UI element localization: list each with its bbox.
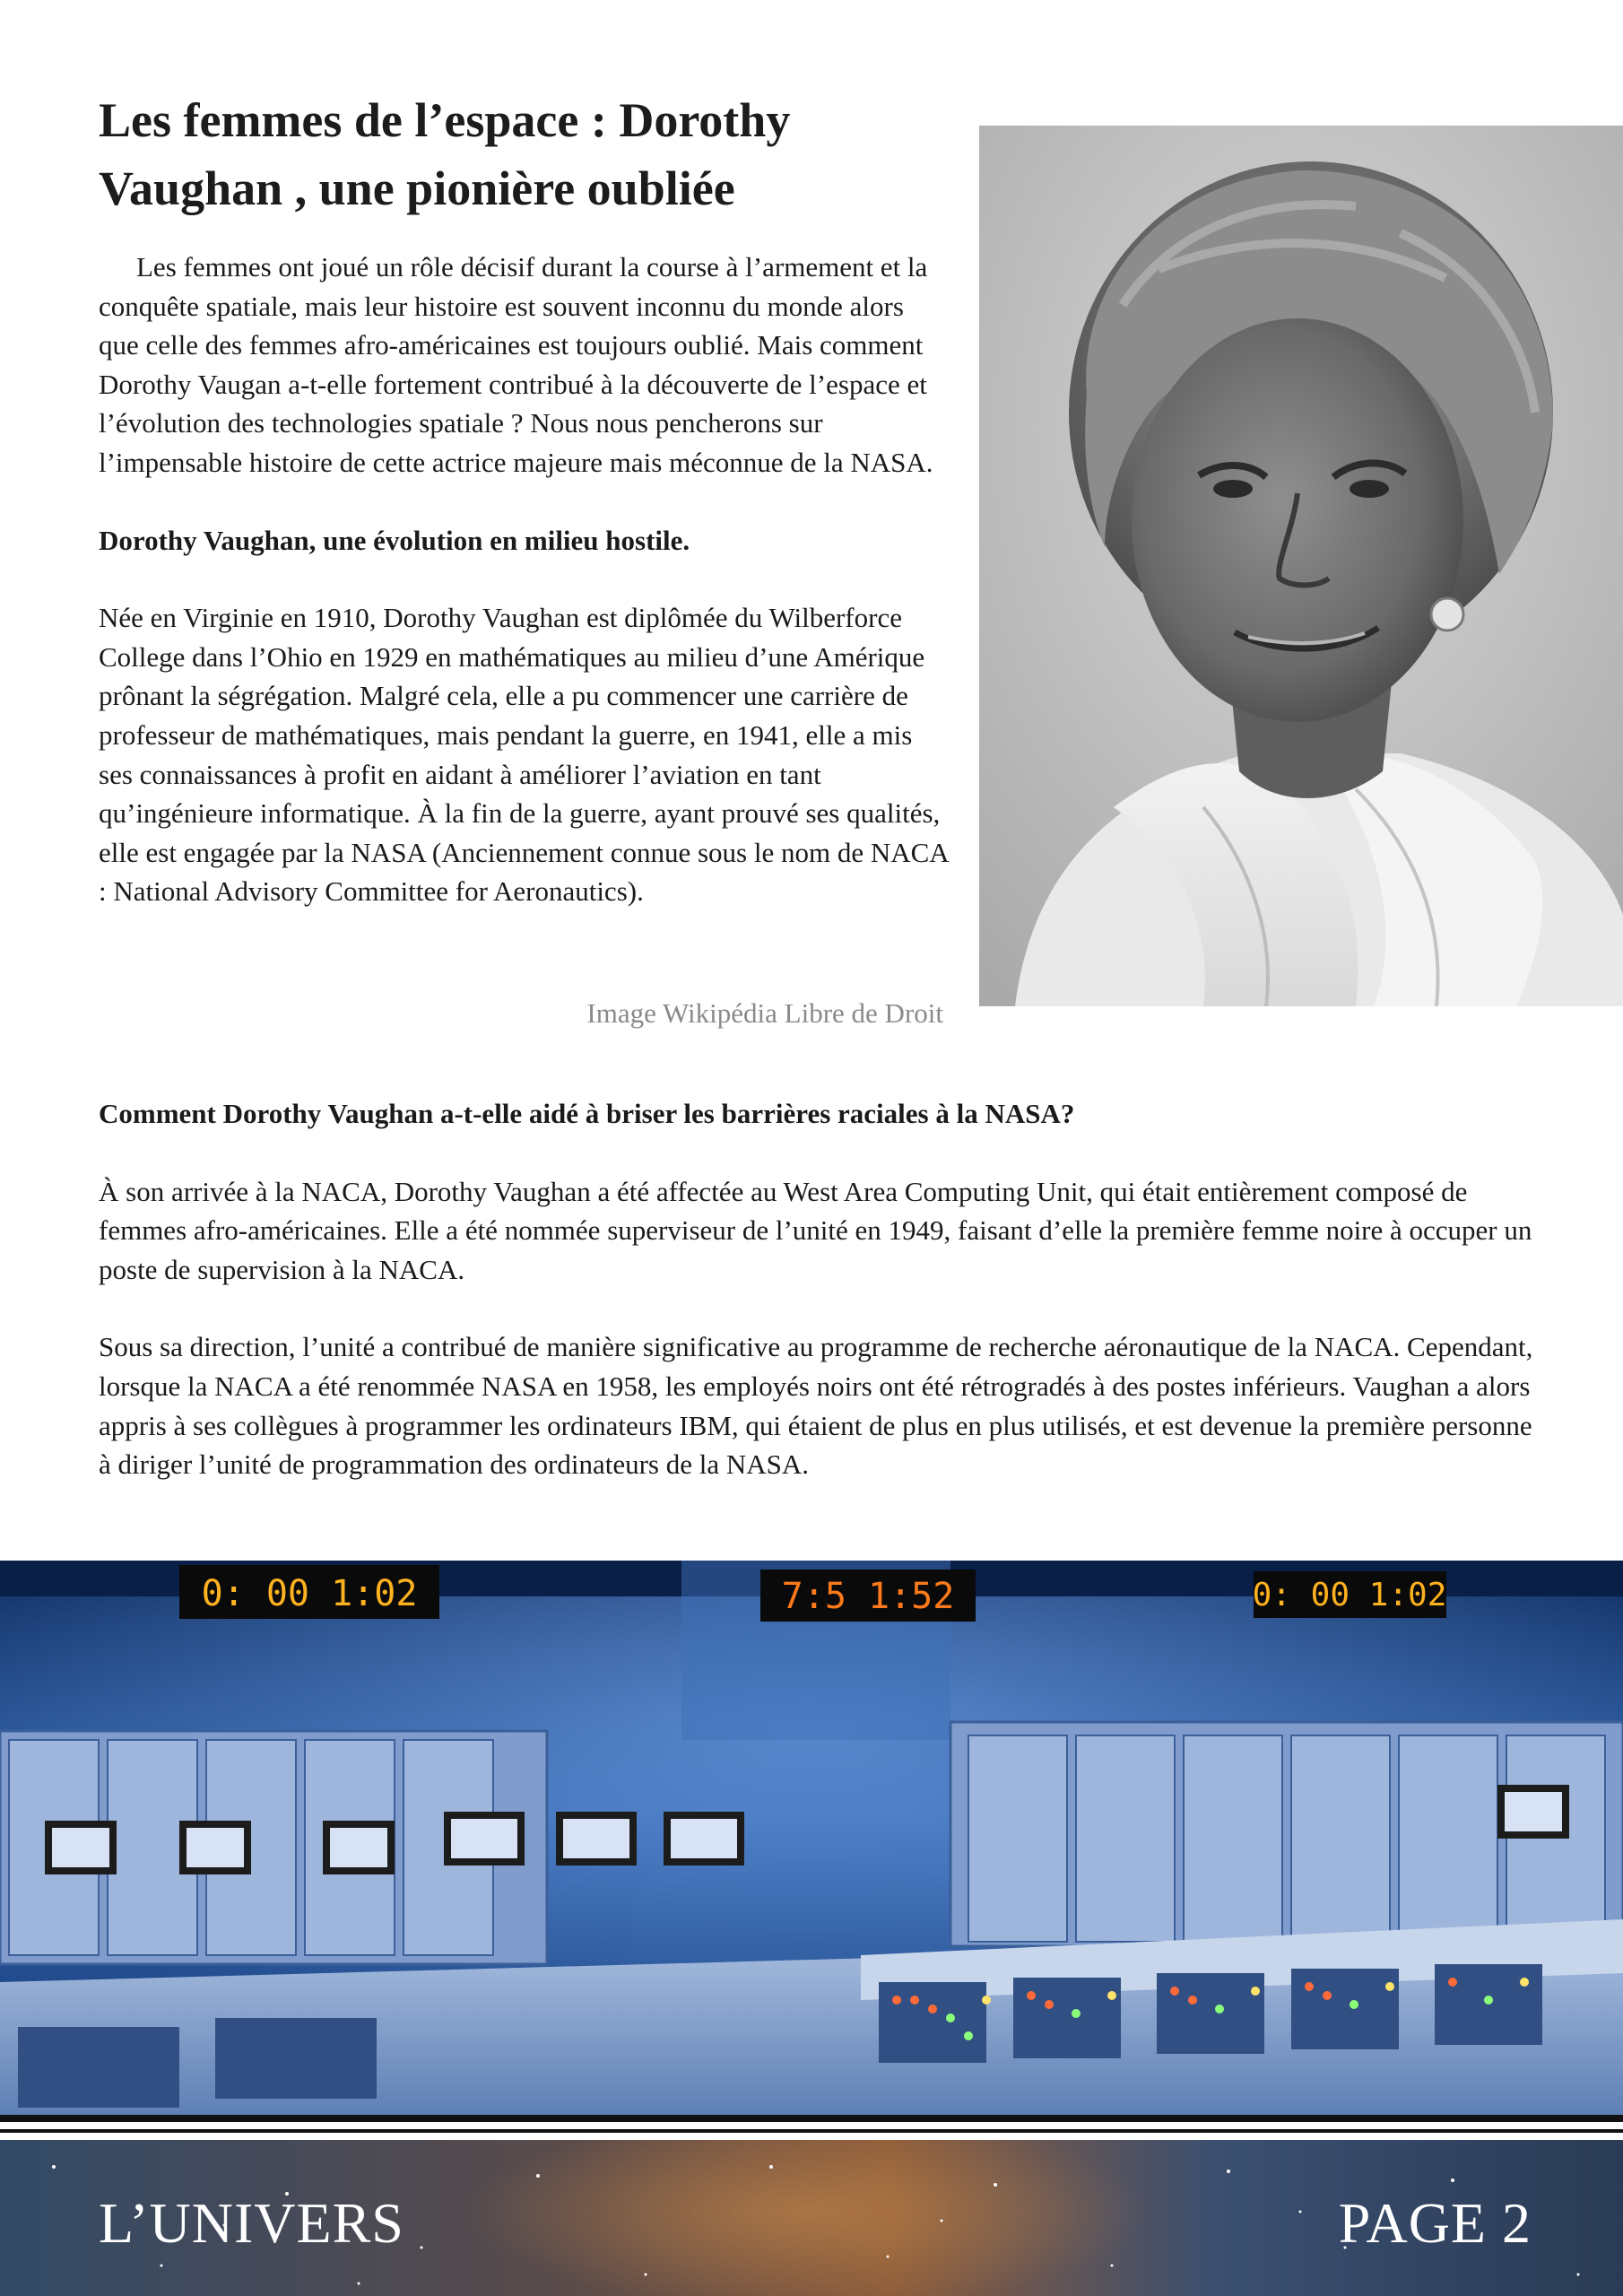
section2-paragraph-2: Sous sa direction, l’unité a contribué de manière significative au programme de recherche aéronautique de la NACA. Cependant, lorsque la NACA a été renommée NASA en 1958, les employés noirs ont été rétrogradés à des postes inférieurs. Vaughan a alors appris à ses collègues à programmer les ordinateurs IBM, qui étaient de plus en plus utilisés, et est devenue la première personne à diriger l’unité de programmation des ordinateurs de la NASA. — [99, 1331, 1533, 1481]
clock-right: 0: 00 1:02 — [1252, 1577, 1447, 1613]
left-column — [99, 248, 950, 911]
photo-caption: Image Wikipédia Libre de Droit — [586, 997, 943, 1029]
intro-paragraph: Les femmes ont joué un rôle décisif durant la course à l’armement et la conquête spatiale, mais leur histoire est souvent inconnu du monde alors que celle des femmes afro-américaines est toujours oublié. Mais comment Dorothy Vaugan a-t-elle fortement contribué à la découverte de l’espace et l’évolution des technologies spatiale ? Nous nous pencherons sur l’impensable histoire de cette actrice majeure mais méconnue de la NASA. — [99, 251, 933, 478]
section2-paragraph-1: À son arrivée à la NACA, Dorothy Vaughan a été affectée au West Area Computing Unit, qui était entièrement composé de femmes afro-américaines. Elle a été nommée superviseur de l’unité en 1949, faisant d’elle la première femme noire à occuper un poste de supervision à la NACA. — [99, 1175, 1532, 1285]
divider-rule — [0, 2115, 1623, 2122]
divider-rule-thin — [0, 2129, 1623, 2133]
control-room-photo — [0, 1561, 1623, 2118]
section2-heading: Comment Dorothy Vaughan a-t-elle aidé à briser les barrières raciales à la NASA? — [99, 1098, 1075, 1129]
page-number: PAGE 2 — [1338, 2191, 1532, 2255]
section1-paragraph: Née en Virginie en 1910, Dorothy Vaughan est diplômée du Wilberforce College dans l’Ohio en 1929 en mathématiques au milieu d’une Amérique prônant la ségrégation. Malgré cela, elle a pu commencer une carrière de professeur de mathématiques, mais pendant la guerre, en 1941, elle a mis ses connaissances à profit en aidant à améliorer l’aviation en tant qu’ingénieure informatique. À la fin de la guerre, ayant prouvé ses qualités, elle est engagée par la NASA (Anciennement connue sous le nom de NACA : National Advisory Committee for Aeronautics). — [99, 602, 948, 908]
magazine-name: L’UNIVERS — [99, 2191, 404, 2255]
full-width-column — [99, 1094, 1542, 1484]
section1-heading: Dorothy Vaughan, une évolution en milieu hostile. — [99, 524, 690, 556]
clock-center: 7:5 1:52 — [781, 1576, 955, 1617]
clock-left: 0: 00 1:02 — [201, 1573, 418, 1614]
article-title: Les femmes de l’espace : Dorothy Vaughan , une pionière oubliée — [99, 93, 791, 215]
portrait-photo — [979, 126, 1623, 1006]
